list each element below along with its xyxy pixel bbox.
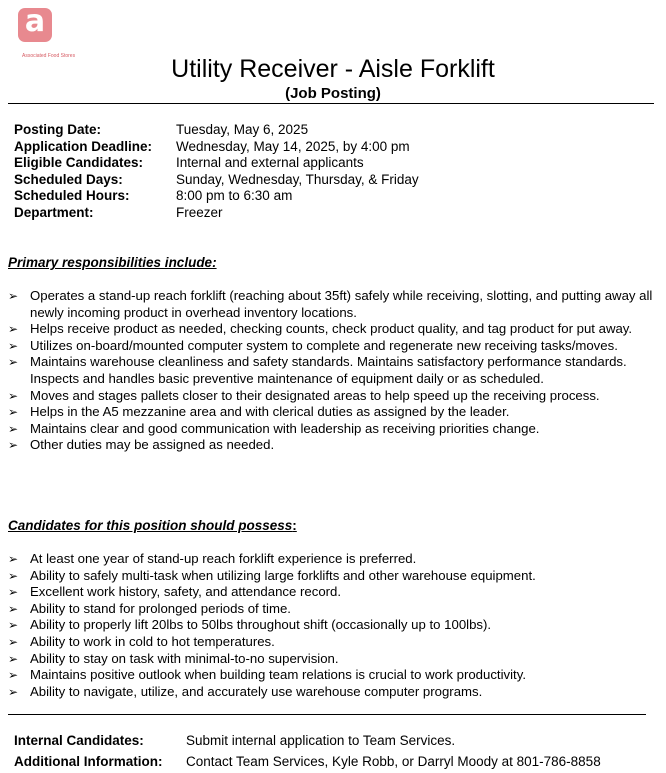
detail-eligible-candidates [14,155,419,172]
footer-additional-information [14,753,601,773]
bullet-arrow-icon: ➢ [8,354,18,371]
bullet-arrow-icon: ➢ [8,388,18,405]
list-item-text: Maintains clear and good communication with leadership as receiving priorities change. [30,421,539,436]
detail-label: Posting Date: [14,122,176,139]
bullet-arrow-icon: ➢ [8,568,18,585]
list-item [8,388,656,405]
footer-value: Submit internal application to Team Services. [186,733,455,748]
detail-label: Eligible Candidates: [14,155,176,172]
footer-info [14,732,601,773]
detail-department [14,205,419,222]
detail-value: Tuesday, May 6, 2025 [176,122,308,137]
list-item-text: Utilizes on-board/mounted computer system to complete and regenerate new receiving tasks/moves. [30,338,618,353]
bullet-arrow-icon: ➢ [8,551,18,568]
list-item-text: At least one year of stand-up reach forklift experience is preferred. [30,551,416,566]
detail-label: Department: [14,205,176,222]
list-item [8,568,656,585]
list-item-text: Excellent work history, safety, and attendance record. [30,584,341,599]
list-item-text: Maintains warehouse cleanliness and safety standards. Maintains satisfactory performance standards. Inspects and handles basic preventive maintenance of equipment daily or as scheduled. [30,354,627,386]
bullet-arrow-icon: ➢ [8,584,18,601]
list-item [8,634,656,651]
detail-label: Scheduled Days: [14,172,176,189]
list-item [8,421,656,438]
logo-glyph: a [18,5,52,39]
list-item-text: Ability to stand for prolonged periods of time. [30,601,291,616]
detail-value: Wednesday, May 14, 2025, by 4:00 pm [176,139,410,154]
footer-internal-candidates [14,732,601,753]
list-item-text: Ability to stay on task with minimal-to-no supervision. [30,651,339,666]
list-item [8,684,656,701]
detail-value: 8:00 pm to 6:30 am [176,188,292,203]
company-logo [16,8,54,46]
page-title: Utility Receiver - Aisle Forklift [0,53,666,85]
bullet-arrow-icon: ➢ [8,651,18,668]
list-item-text: Ability to properly lift 20lbs to 50lbs throughout shift (occasionally up to 100lbs). [30,617,491,632]
footer-value: Contact Team Services, Kyle Robb, or Darryl Moody at 801-786-8858 [186,754,601,769]
bullet-arrow-icon: ➢ [8,617,18,634]
bullet-arrow-icon: ➢ [8,421,18,438]
detail-label: Scheduled Hours: [14,188,176,205]
list-item [8,338,656,355]
bullet-arrow-icon: ➢ [8,338,18,355]
list-item [8,288,656,321]
list-item [8,667,656,684]
responsibilities-heading [8,255,217,271]
list-item-text: Ability to work in cold to hot temperatures. [30,634,275,649]
detail-scheduled-days [14,172,419,189]
list-item [8,354,656,387]
logo-caption: Associated Food Stores [22,53,75,59]
top-divider [8,103,654,104]
detail-value: Sunday, Wednesday, Thursday, & Friday [176,172,419,187]
qualifications-heading [8,518,297,534]
list-item [8,617,656,634]
bullet-arrow-icon: ➢ [8,321,18,338]
posting-details [14,122,419,222]
responsibilities-heading-text: Primary responsibilities include: [8,255,217,270]
list-item-text: Moves and stages pallets closer to their designated areas to help speed up the receiving process. [30,388,600,403]
list-item [8,437,656,454]
bottom-divider [8,714,646,715]
list-item [8,404,656,421]
list-item-text: Operates a stand-up reach forklift (reaching about 35ft) safely while receiving, slotting, and putting away all newly incoming product in overhead inventory locations. [30,288,652,320]
list-item [8,584,656,601]
bullet-arrow-icon: ➢ [8,404,18,421]
detail-value: Internal and external applicants [176,155,364,170]
qualifications-heading-text: Candidates for this position should possess [8,518,292,533]
detail-posting-date [14,122,419,139]
bullet-arrow-icon: ➢ [8,601,18,618]
page-subtitle: (Job Posting) [0,85,666,103]
detail-scheduled-hours [14,188,419,205]
footer-label: Additional Information: [14,753,186,771]
list-item-text: Maintains positive outlook when building team relations is crucial to work productivity. [30,667,526,682]
logo-icon [18,8,52,42]
qualifications-heading-colon: : [292,518,297,533]
detail-label: Application Deadline: [14,139,176,156]
detail-value: Freezer [176,205,223,220]
list-item [8,321,656,338]
bullet-arrow-icon: ➢ [8,684,18,701]
bullet-arrow-icon: ➢ [8,634,18,651]
bullet-arrow-icon: ➢ [8,288,18,305]
bullet-arrow-icon: ➢ [8,437,18,454]
list-item-text: Ability to safely multi-task when utilizing large forklifts and other warehouse equipment. [30,568,536,583]
list-item-text: Other duties may be assigned as needed. [30,437,274,452]
list-item [8,651,656,668]
list-item-text: Helps receive product as needed, checking counts, check product quality, and tag product for put away. [30,321,632,336]
qualifications-list [8,551,656,700]
footer-label: Internal Candidates: [14,732,186,750]
bullet-arrow-icon: ➢ [8,667,18,684]
list-item [8,601,656,618]
list-item-text: Ability to navigate, utilize, and accurately use warehouse computer programs. [30,684,482,699]
list-item-text: Helps in the A5 mezzanine area and with clerical duties as assigned by the leader. [30,404,509,419]
detail-application-deadline [14,139,419,156]
list-item [8,551,656,568]
responsibilities-list [8,288,656,454]
